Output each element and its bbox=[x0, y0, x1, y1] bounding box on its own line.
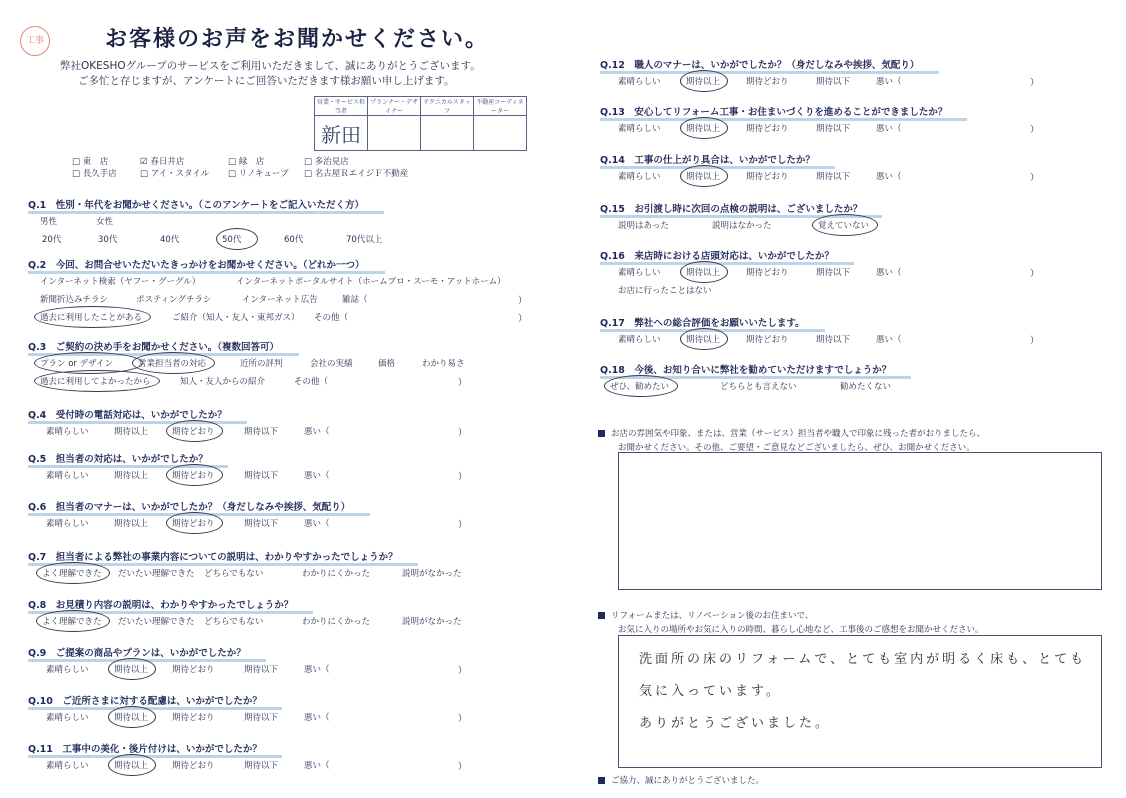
answer-circle bbox=[216, 228, 258, 250]
after-text-line-1: 洗面所の床のリフォームで、とても室内が明るく床も、とても bbox=[639, 652, 1087, 667]
staff-header-realestate: 不動産コーディネーター bbox=[474, 97, 527, 116]
answer-circle bbox=[812, 214, 878, 236]
answer-option[interactable]: 勧めたくない bbox=[840, 382, 892, 392]
answer-option[interactable]: 悪い（ bbox=[876, 77, 902, 87]
answer-option[interactable]: その他（ bbox=[314, 313, 349, 323]
answer-option[interactable]: 期待以上 bbox=[114, 713, 149, 723]
answer-option[interactable]: 新聞折込みチラシ bbox=[40, 295, 109, 305]
answer-option[interactable]: 悪い（ bbox=[304, 519, 330, 529]
answer-option[interactable]: だいたい理解できた bbox=[118, 569, 195, 579]
impression-textarea[interactable] bbox=[618, 452, 1102, 590]
answer-option[interactable]: 期待以下 bbox=[244, 761, 279, 771]
paren-close: ） bbox=[458, 666, 468, 676]
answer-option[interactable]: 悪い（ bbox=[876, 172, 902, 182]
answer-circle bbox=[680, 261, 728, 283]
paren-close: ） bbox=[458, 378, 468, 388]
answer-option[interactable]: 価格 bbox=[378, 359, 396, 369]
answer-option[interactable]: 素晴らしい bbox=[46, 761, 89, 771]
after-prompt-line-1: リフォームまたは、リノベーション後のお住まいで、 bbox=[598, 609, 813, 621]
answer-option[interactable]: 期待以上 bbox=[114, 761, 149, 771]
question-title: Q.17 弊社への総合評価をお願いいたします。 bbox=[600, 315, 805, 329]
answer-option[interactable]: 50代 bbox=[222, 235, 242, 245]
answer-option[interactable]: 悪い（ bbox=[304, 713, 330, 723]
paren-close: ） bbox=[518, 296, 528, 306]
answer-option[interactable]: 期待以下 bbox=[244, 427, 279, 437]
answer-option[interactable]: 期待以上 bbox=[114, 427, 149, 437]
paren-close: ） bbox=[458, 714, 468, 724]
answer-option[interactable]: 期待どおり bbox=[746, 268, 789, 278]
staff-sales-name[interactable]: 新田 bbox=[315, 116, 368, 151]
answer-option[interactable]: 期待どおり bbox=[172, 427, 215, 437]
answer-option[interactable]: 期待どおり bbox=[172, 761, 215, 771]
answer-option[interactable]: 期待以下 bbox=[244, 471, 279, 481]
answer-option[interactable]: プラン or デザイン bbox=[40, 359, 114, 369]
answer-option[interactable]: 期待以下 bbox=[816, 77, 851, 87]
answer-circle bbox=[604, 375, 678, 397]
staff-header-planner: プランナー・デザイナー bbox=[368, 97, 421, 116]
answer-option[interactable]: 素晴らしい bbox=[618, 172, 661, 182]
answer-circle bbox=[166, 464, 223, 486]
paren-close: ） bbox=[458, 520, 468, 530]
answer-circle bbox=[36, 610, 110, 632]
paren-close: ） bbox=[1030, 269, 1040, 279]
answer-option[interactable]: その他（ bbox=[294, 377, 329, 387]
staff-technical-name[interactable] bbox=[421, 116, 474, 151]
answer-option[interactable]: 期待以下 bbox=[244, 665, 279, 675]
bullet-square-icon bbox=[598, 777, 605, 784]
answer-option[interactable]: インターネットポータルサイト（ホームプロ・スーモ・アットホーム） bbox=[236, 277, 506, 287]
answer-option[interactable]: 覚えていない bbox=[818, 221, 870, 231]
answer-option[interactable]: お店に行ったことはない bbox=[618, 286, 712, 296]
answer-option[interactable]: 悪い（ bbox=[876, 335, 902, 345]
after-text-line-2: 気に入っています。 bbox=[639, 684, 782, 699]
answer-option[interactable]: だいたい理解できた bbox=[118, 617, 195, 627]
answer-option[interactable]: 営業担当者の対応 bbox=[138, 359, 207, 369]
answer-option[interactable]: 悪い（ bbox=[304, 761, 330, 771]
answer-circle bbox=[34, 370, 160, 392]
answer-option[interactable]: よく理解できた bbox=[42, 569, 102, 579]
answer-option[interactable]: 期待以下 bbox=[816, 172, 851, 182]
answer-option[interactable]: ぜひ、勧めたい bbox=[610, 382, 670, 392]
answer-option[interactable]: どちらでもない bbox=[204, 617, 264, 627]
answer-option[interactable]: わかりにくかった bbox=[302, 617, 371, 627]
answer-circle bbox=[680, 328, 728, 350]
answer-option[interactable]: 素晴らしい bbox=[46, 665, 89, 675]
staff-realestate-name[interactable] bbox=[474, 116, 527, 151]
answer-option[interactable]: 過去に利用したことがある bbox=[40, 313, 143, 323]
bullet-square-icon bbox=[598, 430, 605, 437]
question-title: Q.8 お見積り内容の説明は、わかりやすかったでしょうか？ bbox=[28, 597, 293, 611]
question-title: Q.14 工事の仕上がり具合は、いかがでしたか？ bbox=[600, 152, 815, 166]
after-textarea[interactable] bbox=[618, 635, 1102, 768]
answer-circle bbox=[166, 512, 223, 534]
store-checkbox-4[interactable]: □ 長久手店 bbox=[72, 169, 117, 179]
answer-option[interactable]: 期待どおり bbox=[172, 665, 215, 675]
answer-option[interactable]: 60代 bbox=[284, 235, 304, 245]
answer-option[interactable]: 男性 bbox=[40, 217, 58, 227]
question-title: Q.15 お引渡し時に次回の点検の説明は、ございましたか？ bbox=[600, 201, 862, 215]
answer-option[interactable]: 素晴らしい bbox=[618, 268, 661, 278]
answer-option[interactable]: 30代 bbox=[98, 235, 118, 245]
store-checkbox-1[interactable]: ☑ 春日井店 bbox=[140, 157, 185, 167]
store-checkbox-5[interactable]: □ アイ・スタイル bbox=[140, 169, 210, 179]
answer-option[interactable]: 説明がなかった bbox=[402, 569, 462, 579]
answer-circle bbox=[108, 706, 156, 728]
question-title: Q.1 性別・年代をお聞かせください。（このアンケートをご記入いただく方） bbox=[28, 197, 364, 211]
paren-close: ） bbox=[1030, 78, 1040, 88]
answer-option[interactable]: 過去に利用してよかったから bbox=[40, 377, 151, 387]
answer-option[interactable]: 悪い（ bbox=[304, 427, 330, 437]
answer-option[interactable]: ご紹介（知人・友人・東邦ガス） bbox=[172, 313, 300, 323]
staff-planner-name[interactable] bbox=[368, 116, 421, 151]
answer-option[interactable]: 素晴らしい bbox=[618, 77, 661, 87]
impression-prompt-line-2: お聞かせください。その他、ご要望・ご意見などございましたら、ぜひ、お聞かせください。 bbox=[618, 443, 975, 453]
question-title: Q.7 担当者による弊社の事業内容についての説明は、わかりやすかったでしょうか？ bbox=[28, 549, 398, 563]
question-title: Q.18 今後、お知り合いに弊社を勧めていただけますでしょうか？ bbox=[600, 362, 891, 376]
question-title: Q.12 職人のマナーは、いかがでしたか？（身だしなみや挨拶、気配り） bbox=[600, 57, 919, 71]
intro-line-1: 弊社OKESHOグループのサービスをご利用いただきまして、誠にありがとうございます。 bbox=[60, 60, 481, 72]
answer-circle bbox=[680, 70, 728, 92]
answer-option[interactable]: 期待以上 bbox=[686, 172, 721, 182]
answer-option[interactable]: 期待以上 bbox=[686, 268, 721, 278]
answer-option[interactable]: 期待以下 bbox=[816, 124, 851, 134]
answer-option[interactable]: どちらでもない bbox=[204, 569, 264, 579]
answer-option[interactable]: 期待以下 bbox=[244, 713, 279, 723]
answer-circle bbox=[36, 562, 110, 584]
answer-option[interactable]: 期待以上 bbox=[686, 335, 721, 345]
answer-option[interactable]: 期待以下 bbox=[816, 335, 851, 345]
answer-option[interactable]: 期待以上 bbox=[686, 77, 721, 87]
answer-option[interactable]: 20代 bbox=[42, 235, 62, 245]
answer-option[interactable]: 悪い（ bbox=[876, 124, 902, 134]
answer-option[interactable]: わかり易さ bbox=[422, 359, 465, 369]
after-text-line-3: ありがとうございました。 bbox=[639, 716, 832, 731]
answer-circle bbox=[108, 658, 156, 680]
paren-close: ） bbox=[458, 762, 468, 772]
answer-option[interactable]: 説明はあった bbox=[618, 221, 669, 231]
paren-close: ） bbox=[518, 314, 528, 324]
answer-option[interactable]: 説明はなかった bbox=[712, 221, 772, 231]
answer-option[interactable]: 素晴らしい bbox=[618, 335, 661, 345]
answer-option[interactable]: 説明がなかった bbox=[402, 617, 462, 627]
question-title: Q.13 安心してリフォーム工事・お住まいづくりを進めることができましたか？ bbox=[600, 104, 947, 118]
answer-option[interactable]: 期待以下 bbox=[244, 519, 279, 529]
answer-option[interactable]: 期待どおり bbox=[172, 471, 215, 481]
answer-option[interactable]: 期待以下 bbox=[816, 268, 851, 278]
impression-prompt-line-1: お店の雰囲気や印象、または、営業（サービス）担当者や職人で印象に残った者がおりましたら、 bbox=[598, 427, 985, 439]
question-title: Q.16 来店時における店頭対応は、いかがでしたか？ bbox=[600, 248, 834, 262]
answer-option[interactable]: 悪い（ bbox=[304, 665, 330, 675]
answer-option[interactable]: 期待どおり bbox=[746, 172, 789, 182]
answer-option[interactable]: 期待以上 bbox=[114, 665, 149, 675]
paren-close: ） bbox=[458, 472, 468, 482]
answer-option[interactable]: 期待どおり bbox=[746, 335, 789, 345]
answer-circle bbox=[166, 420, 223, 442]
answer-option[interactable]: よく理解できた bbox=[42, 617, 102, 627]
answer-option[interactable]: インターネット広告 bbox=[242, 295, 318, 305]
question-title: Q.5 担当者の対応は、いかがでしたか？ bbox=[28, 451, 208, 465]
answer-circle bbox=[34, 306, 151, 328]
store-checkbox-7[interactable]: □ 名古屋ＲエイジＦ不動産 bbox=[304, 169, 409, 179]
answer-option[interactable]: 素晴らしい bbox=[46, 713, 89, 723]
paren-close: ） bbox=[1030, 173, 1040, 183]
answer-option[interactable]: 期待以上 bbox=[114, 519, 149, 529]
staff-header-technical: テクニカルスタッフ bbox=[421, 97, 474, 116]
answer-circle bbox=[680, 165, 728, 187]
store-checkbox-2[interactable]: □ 緑 店 bbox=[228, 157, 265, 167]
red-stamp: 工事 bbox=[20, 26, 50, 56]
answer-option[interactable]: 70代以上 bbox=[346, 235, 383, 245]
question-title: Q.6 担当者のマナーは、いかがでしたか？（身だしなみや挨拶、気配り） bbox=[28, 499, 350, 513]
question-title: Q.11 工事中の美化・後片付けは、いかがでしたか？ bbox=[28, 741, 262, 755]
question-title: Q.10 ご近所さまに対する配慮は、いかがでしたか？ bbox=[28, 693, 262, 707]
question-title: Q.9 ご提案の商品やプランは、いかがでしたか？ bbox=[28, 645, 246, 659]
answer-option[interactable]: 悪い（ bbox=[876, 268, 902, 278]
paren-close: ） bbox=[458, 428, 468, 438]
page-title: お客様のお声をお聞かせください。 bbox=[105, 27, 490, 52]
answer-option[interactable]: 期待以上 bbox=[686, 124, 721, 134]
answer-option[interactable]: 素晴らしい bbox=[46, 519, 89, 529]
answer-circle bbox=[680, 117, 728, 139]
answer-option[interactable]: 40代 bbox=[160, 235, 180, 245]
answer-option[interactable]: 期待どおり bbox=[746, 77, 789, 87]
answer-circle bbox=[132, 352, 215, 374]
answer-option[interactable]: ポスティングチラシ bbox=[136, 295, 212, 305]
question-title: Q.4 受付時の電話対応は、いかがでしたか？ bbox=[28, 407, 227, 421]
answer-option[interactable]: 素晴らしい bbox=[46, 427, 89, 437]
answer-option[interactable]: どちらとも言えない bbox=[720, 382, 797, 392]
answer-option[interactable]: 近所の評判 bbox=[240, 359, 283, 369]
staff-table bbox=[314, 96, 527, 151]
intro-line-2: ご多忙と存じますが、アンケートにご回答いただきます様お願い申し上げます。 bbox=[78, 75, 455, 87]
answer-option[interactable]: 素晴らしい bbox=[618, 124, 661, 134]
paren-close: ） bbox=[1030, 125, 1040, 135]
paren-close: ） bbox=[1030, 336, 1040, 346]
footer-thanks: ご協力、誠にありがとうございました。 bbox=[598, 774, 764, 786]
store-checkbox-3[interactable]: □ 多治見店 bbox=[304, 157, 349, 167]
store-checkbox-6[interactable]: □ リノキューブ bbox=[228, 169, 289, 179]
answer-option[interactable]: 素晴らしい bbox=[46, 471, 89, 481]
staff-header-sales: 営業・サービス担当者 bbox=[315, 97, 368, 116]
answer-option[interactable]: 期待どおり bbox=[172, 713, 215, 723]
answer-option[interactable]: 期待どおり bbox=[172, 519, 215, 529]
answer-option[interactable]: インターネット検索（ヤフー・グーグル） bbox=[40, 277, 201, 287]
answer-option[interactable]: 知人・友人からの紹介 bbox=[180, 377, 266, 387]
answer-option[interactable]: わかりにくかった bbox=[302, 569, 371, 579]
answer-option[interactable]: 女性 bbox=[96, 217, 114, 227]
answer-option[interactable]: 会社の実績 bbox=[310, 359, 353, 369]
after-prompt-line-2: お気に入りの場所やお気に入りの時間、暮らし心地など、工事後のご感想をお聞かせください。 bbox=[618, 625, 984, 635]
answer-option[interactable]: 期待どおり bbox=[746, 124, 789, 134]
question-title: Q.3 ご契約の決め手をお聞かせください。（複数回答可） bbox=[28, 339, 279, 353]
store-checkbox-0[interactable]: □ 東 店 bbox=[72, 157, 109, 167]
answer-circle bbox=[108, 754, 156, 776]
bullet-square-icon bbox=[598, 612, 605, 619]
answer-option[interactable]: 雑誌（ bbox=[342, 295, 368, 305]
answer-option[interactable]: 悪い（ bbox=[304, 471, 330, 481]
answer-option[interactable]: 期待以上 bbox=[114, 471, 149, 481]
question-title: Q.2 今回、お問合せいただいたきっかけをお聞かせください。（どれか一つ） bbox=[28, 257, 365, 271]
